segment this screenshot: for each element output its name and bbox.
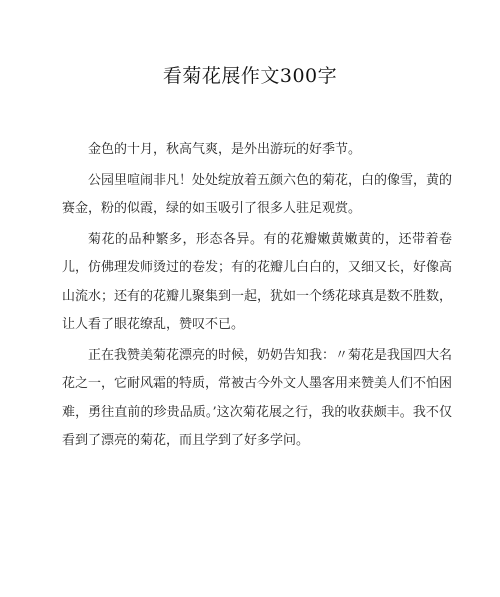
paragraph-4: 正在我赞美菊花漂亮的时候，奶奶告知我：〃菊花是我国四大名花之一，它耐风霜的特质，常被古今外文人墨客用来赞美人们不怕困难，勇往直前的珍贵品质。’这次菊花展之行，我的收获颇丰。我不仅看到了漂亮的菊花，而且学到了好多学问。 <box>62 347 453 448</box>
paragraph-2: 公园里喧闹非凡！处处绽放着五颜六色的菊花，白的像雪，黄的赛金，粉的似霞，绿的如玉吸引了很多人驻足观赏。 <box>62 172 453 216</box>
page-title: 看菊花展作文300字 <box>162 65 338 87</box>
paragraph-3: 菊花的品种繁多，形态各异。有的花瓣嫩黄嫩黄的，还带着卷儿，仿佛理发师烫过的卷发；有的花瓣儿白白的，又细又长，好像高山流水；还有的花瓣儿聚集到一起，犹如一个绣花球真是数不胜数，让人看了眼花缭乱，赞叹不已。 <box>62 231 453 332</box>
essay-body <box>62 136 452 458</box>
paragraph-1: 金色的十月，秋高气爽，是外出游玩的好季节。 <box>88 142 362 157</box>
